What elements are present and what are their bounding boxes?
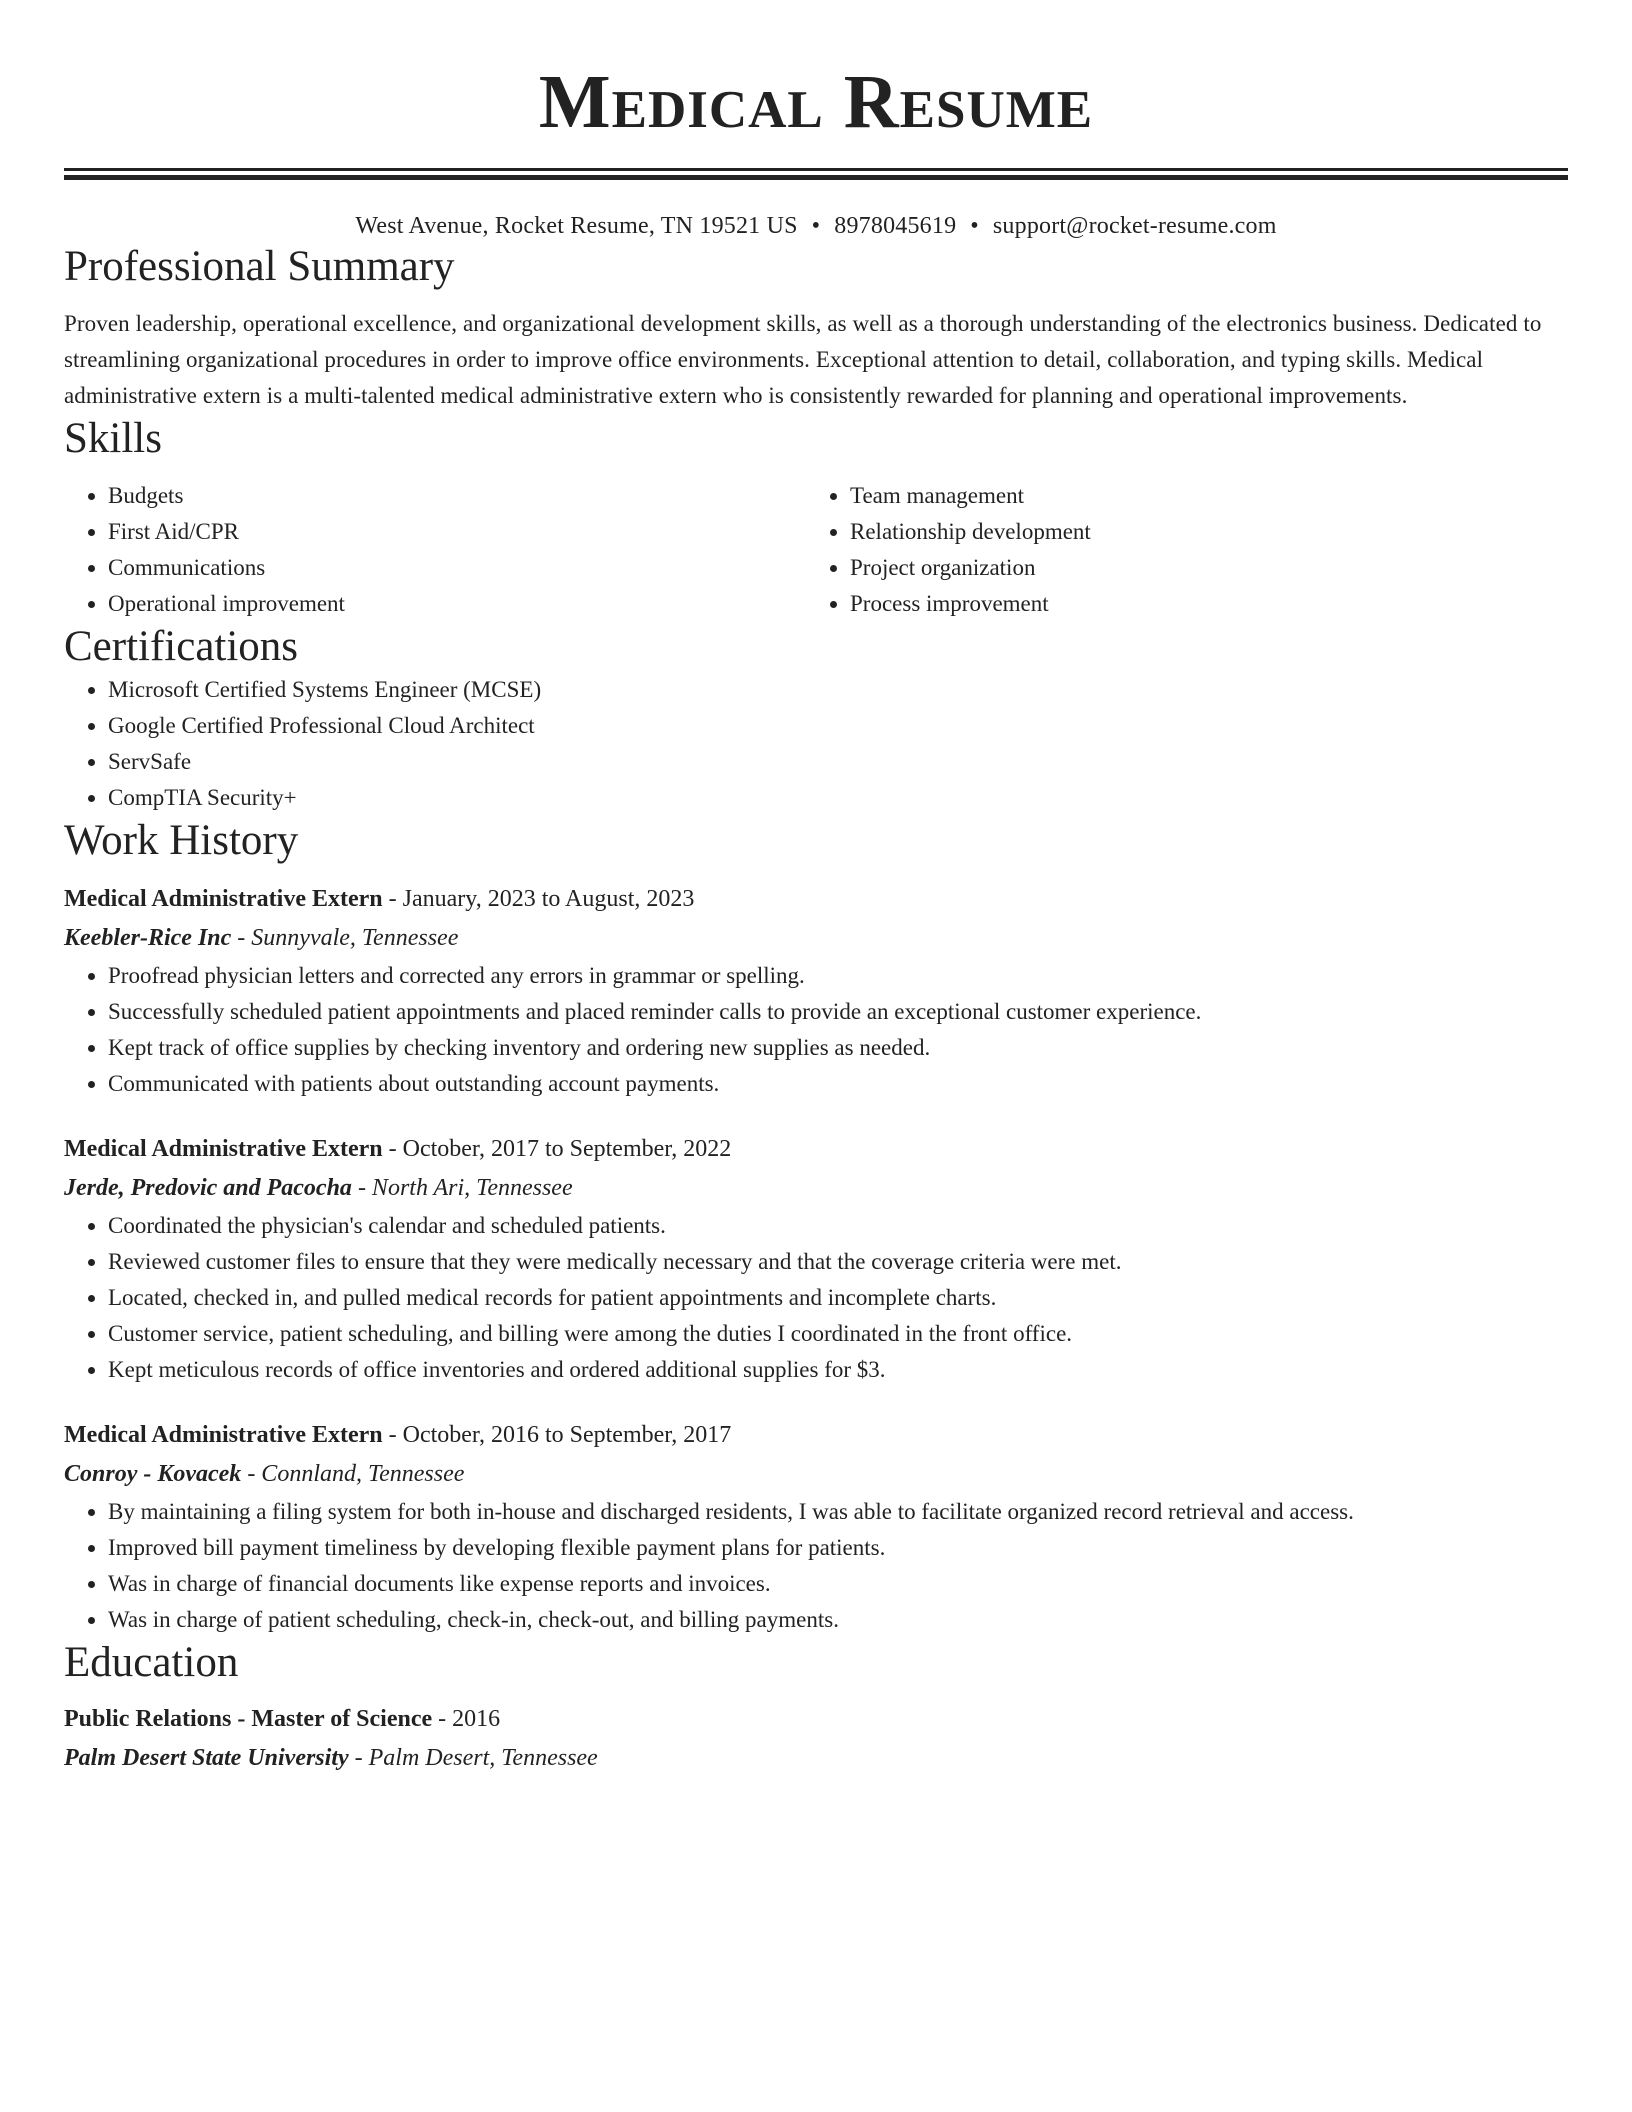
summary-text: Proven leadership, operational excellence, and organizational development skills, as well as a thorough understanding of the electronics business. Dedicated to streamlining organizational procedures in order to improve office environments. Exceptional attention to detail, collaboration, and typing skills. Medical administrative extern is a multi-talented medical administrative extern who is consistently rewarded for planning and operational improvements.	[64, 311, 1542, 408]
education-degree-line	[64, 1700, 1568, 1739]
education-school: Palm Desert State University	[64, 1745, 349, 1771]
skills-grid	[64, 478, 1568, 622]
skill-item: • Relationship development	[850, 514, 1548, 550]
job-entry	[64, 880, 1568, 1102]
job-duties-list	[64, 1208, 1568, 1388]
job-employer	[64, 919, 1568, 958]
contact-address: West Avenue, Rocket Resume, TN 19521 US	[355, 213, 798, 239]
job-duty-item: • Was in charge of financial documents like expense reports and invoices.	[108, 1566, 1568, 1602]
job-heading	[64, 1416, 1568, 1455]
skill-item: • First Aid/CPR	[108, 514, 806, 550]
job-duty-item: • Located, checked in, and pulled medical records for patient appointments and incomplete charts.	[108, 1280, 1568, 1316]
job-duty-item: • Customer service, patient scheduling, and billing were among the duties I coordinated in the front office.	[108, 1316, 1568, 1352]
skills-heading: Skills	[64, 415, 162, 462]
job-duty-item: • Reviewed customer files to ensure that they were medically necessary and that the coverage criteria were met.	[108, 1244, 1568, 1280]
job-duty-item: • Communicated with patients about outstanding account payments.	[108, 1066, 1568, 1102]
skill-item: • Project organization	[850, 550, 1548, 586]
skill-item: • Communications	[108, 550, 806, 586]
job-employer	[64, 1455, 1568, 1494]
job-duty-item: • Kept meticulous records of office inventories and ordered additional supplies for $3.	[108, 1352, 1568, 1388]
header-divider	[64, 168, 1568, 180]
summary-heading: Professional Summary	[64, 243, 455, 290]
skills-list-right	[806, 478, 1548, 622]
job-duties-list	[64, 958, 1568, 1102]
skill-item: • Operational improvement	[108, 586, 806, 622]
job-duty-item: • By maintaining a filing system for both in-house and discharged residents, I was able to facilitate organized record retrieval and access.	[108, 1494, 1568, 1530]
job-duty-item: • Improved bill payment timeliness by developing flexible payment plans for patients.	[108, 1530, 1568, 1566]
job-duties-list	[64, 1494, 1568, 1638]
job-dates: - October, 2016 to September, 2017	[382, 1422, 732, 1448]
resume-page	[64, 0, 1568, 1778]
education-school-line	[64, 1739, 1568, 1778]
resume-name: Medical Resume	[538, 60, 1094, 144]
job-duty-item: • Coordinated the physician's calendar and scheduled patients.	[108, 1208, 1568, 1244]
certifications-list	[64, 672, 1568, 816]
contact-separator: •	[970, 213, 979, 239]
job-heading	[64, 880, 1568, 919]
job-role: Medical Administrative Extern	[64, 1422, 383, 1448]
skills-column-left	[64, 478, 806, 622]
skill-item: • Process improvement	[850, 586, 1548, 622]
certification-item: • Google Certified Professional Cloud Architect	[108, 708, 1568, 744]
education-heading: Education	[64, 1639, 239, 1686]
job-company: Keebler-Rice Inc	[64, 925, 232, 951]
education-year: - 2016	[432, 1706, 501, 1732]
education-location: - Palm Desert, Tennessee	[348, 1745, 598, 1771]
job-dates: - October, 2017 to September, 2022	[382, 1136, 732, 1162]
certification-item: • Microsoft Certified Systems Engineer (MCSE)	[108, 672, 1568, 708]
job-role: Medical Administrative Extern	[64, 886, 383, 912]
job-employer	[64, 1169, 1568, 1208]
skills-list-left	[64, 478, 806, 622]
education-degree: Public Relations - Master of Science	[64, 1706, 433, 1732]
education-entry	[64, 1700, 1568, 1778]
job-dates: - January, 2023 to August, 2023	[382, 886, 695, 912]
contact-line	[64, 210, 1568, 242]
contact-email: support@rocket-resume.com	[992, 213, 1277, 239]
job-duty-item: • Proofread physician letters and corrected any errors in grammar or spelling.	[108, 958, 1568, 994]
job-company: Conroy - Kovacek	[64, 1461, 242, 1487]
job-company: Jerde, Predovic and Pacocha	[64, 1175, 352, 1201]
job-entry	[64, 1416, 1568, 1638]
skill-item: • Budgets	[108, 478, 806, 514]
certification-item: • CompTIA Security+	[108, 780, 1568, 816]
job-location: - Connland, Tennessee	[241, 1461, 465, 1487]
certifications-heading: Certifications	[64, 623, 299, 670]
job-heading	[64, 1130, 1568, 1169]
job-duty-item: • Kept track of office supplies by checking inventory and ordering new supplies as needed.	[108, 1030, 1568, 1066]
skills-column-right	[806, 478, 1548, 622]
job-duty-item: • Was in charge of patient scheduling, check-in, check-out, and billing payments.	[108, 1602, 1568, 1638]
job-location: - Sunnyvale, Tennessee	[231, 925, 459, 951]
job-duty-item: • Successfully scheduled patient appointments and placed reminder calls to provide an exceptional customer experience.	[108, 994, 1568, 1030]
job-role: Medical Administrative Extern	[64, 1136, 383, 1162]
job-location: - North Ari, Tennessee	[351, 1175, 573, 1201]
contact-phone: 8978045619	[834, 213, 957, 239]
job-entry	[64, 1130, 1568, 1388]
skill-item: • Team management	[850, 478, 1548, 514]
contact-separator: •	[811, 213, 821, 239]
work-history-heading: Work History	[64, 817, 299, 864]
certification-item: • ServSafe	[108, 744, 1568, 780]
